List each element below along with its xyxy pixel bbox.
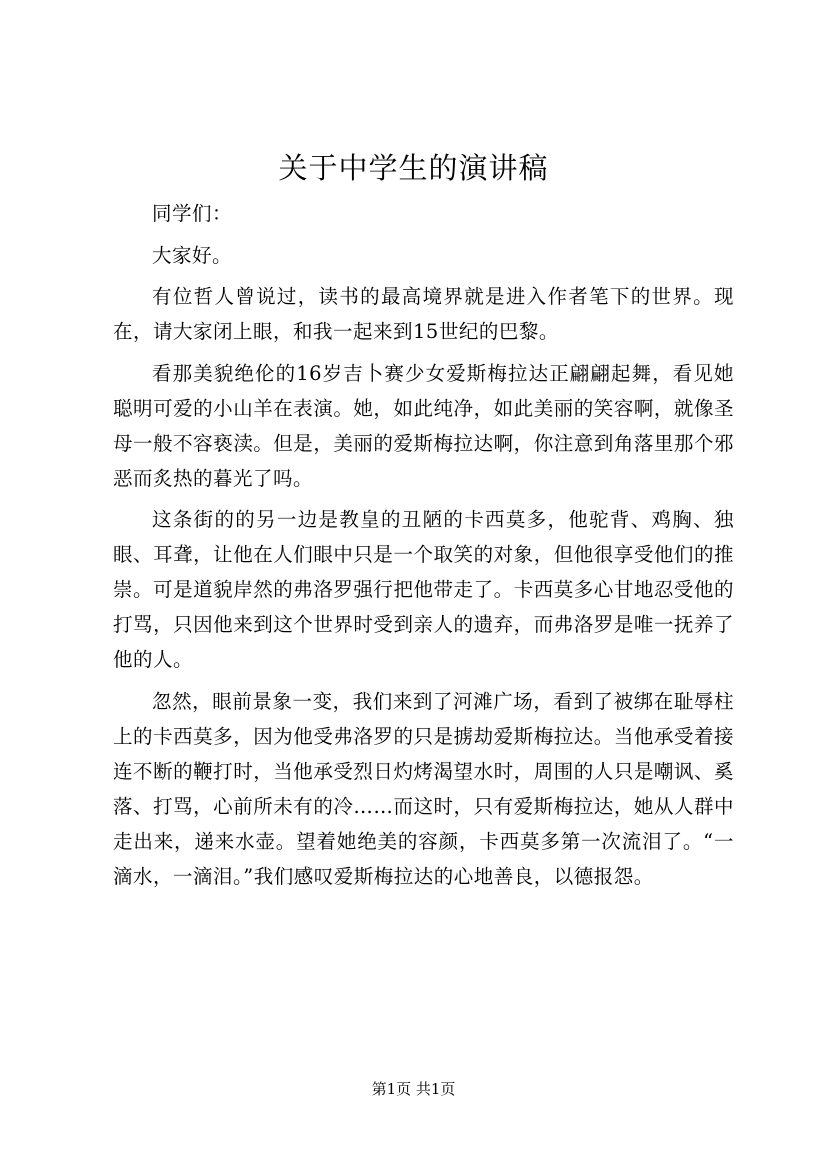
paragraph-esmeralda: 看那美貌绝伦的16岁吉卜赛少女爱斯梅拉达正翩翩起舞，看见她聪明可爱的小山羊在表演。她，如此纯净，如此美丽的笑容啊，就像圣母一般不容亵渎。但是，美丽的爱斯梅拉达啊，你注意到角落里那个邪恶而炙热的暮光了吗。 <box>113 361 734 490</box>
paragraph-salutation: 同学们： <box>152 202 233 225</box>
paragraph-greeting: 大家好。 <box>152 243 233 267</box>
page-number: 第1页 共1页 <box>371 1080 456 1098</box>
document-body <box>113 196 734 900</box>
paragraph-quasimodo: 这条街的的另一边是教皇的丑陋的卡西莫多，他驼背、鸡胸、独眼、耳聋，让他在人们眼中只是一个取笑的对象，但他很享受他们的推崇。可是道貌岸然的弗洛罗强行把他带走了。卡西莫多心甘地忍受他的打骂，只因他来到这个世界时受到亲人的遗弃，而弗洛罗是唯一抚养了他的人。 <box>113 508 734 671</box>
paragraph-intro: 有位哲人曾说过，读书的最高境界就是进入作者笔下的世界。现在，请大家闭上眼，和我一起来到15世纪的巴黎。 <box>113 285 734 343</box>
document-title: 关于中学生的演讲稿 <box>278 151 549 185</box>
paragraph-pillory: 忽然，眼前景象一变，我们来到了河滩广场，看到了被绑在耻辱柱上的卡西莫多，因为他受弗洛罗的只是掳劫爱斯梅拉达。当他承受着接连不断的鞭打时，当他承受烈日灼烤渴望水时，周围的人只是嘲讽、奚落、打骂，心前所未有的冷……而这时，只有爱斯梅拉达，她从人群中走出来，递来水壶。望着她绝美的容颜，卡西莫多第一次流泪了。“一滴水，一滴泪。”我们感叹爱斯梅拉达的心地善良，以德报怨。 <box>113 689 734 888</box>
